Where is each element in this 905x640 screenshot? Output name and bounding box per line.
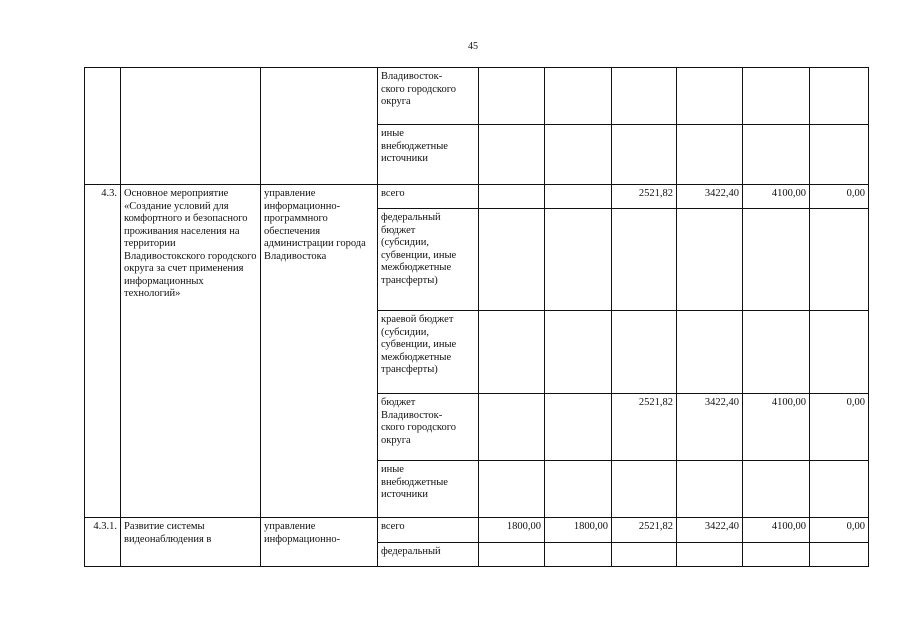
code-cell [85,68,121,185]
amount-cell-1 [479,311,545,394]
amount-cell-3: 2521,82 [612,518,677,543]
amount-cell-3 [612,311,677,394]
amount-cell-5: 4100,00 [743,185,810,209]
amount-cell-5 [743,125,810,185]
amount-cell-4: 3422,40 [677,518,743,543]
amount-cell-5 [743,68,810,125]
funding-source-cell: всего [378,518,479,543]
amount-cell-4 [677,125,743,185]
amount-cell-2 [545,68,612,125]
amount-cell-5 [743,311,810,394]
item-executor: управление информационно-программного обеспечения администрации города Владивостока [261,185,378,518]
amount-cell-2 [545,543,612,567]
amount-cell-4: 3422,40 [677,394,743,461]
item-code: 4.3.1. [85,518,121,567]
amount-cell-4 [677,311,743,394]
amount-cell-4 [677,68,743,125]
amount-cell-4: 3422,40 [677,185,743,209]
amount-cell-1: 1800,00 [479,518,545,543]
funding-source-cell: иные внебюджетные источники [378,461,479,518]
funding-source-cell: бюджет Владивосток- ского городского округа [378,394,479,461]
amount-cell-3 [612,68,677,125]
budget-table [84,67,869,567]
item-name: Развитие системы видеонаблюдения в [121,518,261,567]
amount-cell-3 [612,209,677,311]
funding-source-cell: краевой бюджет (субсидии, субвенции, иные межбюджетные трансферты) [378,311,479,394]
amount-cell-3 [612,543,677,567]
amount-cell-2 [545,394,612,461]
amount-cell-6 [810,68,869,125]
amount-cell-3 [612,461,677,518]
amount-cell-5 [743,543,810,567]
item-name: Основное мероприятие «Создание условий для комфортного и безопасного проживания населения на территории Владивостокского городского округа за счет применения информационных технологий» [121,185,261,518]
amount-cell-3: 2521,82 [612,394,677,461]
amount-cell-6 [810,461,869,518]
amount-cell-2 [545,125,612,185]
table-row [85,518,869,543]
funding-source-cell: Владивосток- ского городского округа [378,68,479,125]
funding-source-cell: федеральный бюджет (субсидии, субвенции, иные межбюджетные трансферты) [378,209,479,311]
funding-source-cell: всего [378,185,479,209]
amount-cell-3: 2521,82 [612,185,677,209]
item-executor: управление информационно- [261,518,378,567]
amount-cell-1 [479,68,545,125]
amount-cell-3 [612,125,677,185]
amount-cell-2 [545,311,612,394]
funding-source-cell: федеральный [378,543,479,567]
table-row [85,68,869,125]
amount-cell-5 [743,209,810,311]
amount-cell-2 [545,209,612,311]
amount-cell-1 [479,125,545,185]
name-cell [121,68,261,185]
amount-cell-5: 4100,00 [743,518,810,543]
amount-cell-6: 0,00 [810,518,869,543]
amount-cell-2 [545,185,612,209]
executor-cell [261,68,378,185]
funding-source-cell: иные внебюджетные источники [378,125,479,185]
amount-cell-6 [810,125,869,185]
amount-cell-6 [810,543,869,567]
amount-cell-4 [677,461,743,518]
item-code: 4.3. [85,185,121,518]
amount-cell-1 [479,543,545,567]
amount-cell-5: 4100,00 [743,394,810,461]
amount-cell-1 [479,209,545,311]
amount-cell-4 [677,209,743,311]
amount-cell-1 [479,394,545,461]
amount-cell-6: 0,00 [810,394,869,461]
amount-cell-6 [810,209,869,311]
amount-cell-6 [810,311,869,394]
amount-cell-1 [479,185,545,209]
amount-cell-4 [677,543,743,567]
page-number: 45 [468,41,478,52]
amount-cell-1 [479,461,545,518]
amount-cell-6: 0,00 [810,185,869,209]
table-row [85,185,869,209]
amount-cell-2: 1800,00 [545,518,612,543]
amount-cell-5 [743,461,810,518]
amount-cell-2 [545,461,612,518]
